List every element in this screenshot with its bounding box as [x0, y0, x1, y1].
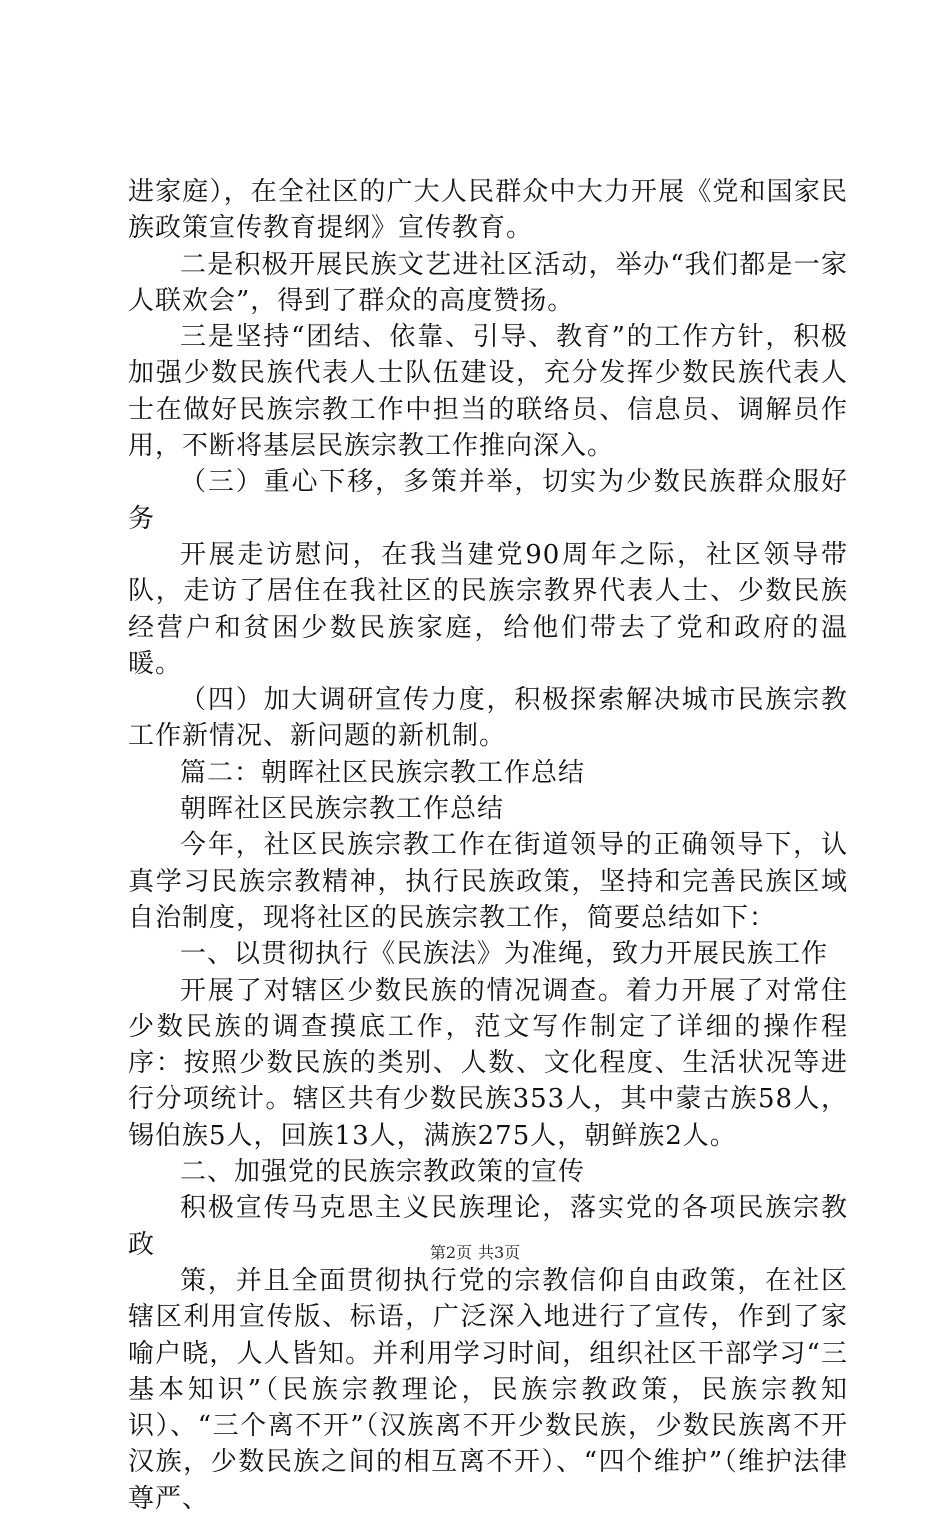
page-total: 共3页 — [478, 1243, 521, 1262]
paragraph: 策，并且全面贯彻执行党的宗教信仰自由政策，在社区辖区利用宣传版、标语，广泛深入地进行了宣传，作到了家喻户晓，人人皆知。并利用学习时间，组织社区干部学习“三基本知识”（民族宗教理论，民族宗教政策，民族宗教知识）、“三个离不开”（汉族离不开少数民族，少数民族离不开汉族，少数民族之间的相互离不开）、“四个维护”（维护法律尊严、 — [128, 1265, 848, 1514]
paragraph: 积极宣传马克思主义民族理论，落实党的各项民族宗教政 — [128, 1193, 848, 1260]
section-heading: 二、加强党的民族宗教政策的宣传 — [180, 1157, 586, 1188]
paragraph: 开展了对辖区少数民族的情况调查。着力开展了对常住少数民族的调查摸底工作，范文写作制定了详细的操作程序：按照少数民族的类别、人数、文化程度、生活状况等进行分项统计。辖区共有少数民族353人，其中蒙古族58人，锡伯族5人，回族13人，满族275人，朝鲜族2人。 — [128, 975, 848, 1151]
section-heading: 一、以贯彻执行《民族法》为准绳，致力开展民族工作 — [180, 939, 829, 970]
article-title: 朝晖社区民族宗教工作总结 — [180, 794, 505, 825]
article-heading: 篇二：朝晖社区民族宗教工作总结 — [180, 757, 586, 788]
page-number: 第2页 — [429, 1243, 472, 1262]
section-heading: （四）加大调研宣传力度，积极探索解决城市民族宗教工作新情况、新问题的新机制。 — [128, 685, 848, 752]
section-heading: （三）重心下移，多策并举，切实为少数民族群众服好务 — [128, 467, 848, 534]
page-footer — [0, 1243, 950, 1263]
paragraph: 二是积极开展民族文艺进社区活动，举办“我们都是一家人联欢会”，得到了群众的高度赞扬。 — [128, 249, 848, 316]
paragraph: 进家庭），在全社区的广大人民群众中大力开展《党和国家民族政策宣传教育提纲》宣传教育。 — [128, 177, 848, 244]
paragraph: 三是坚持“团结、依靠、引导、教育”的工作方针，积极加强少数民族代表人士队伍建设，充分发挥少数民族代表人士在做好民族宗教工作中担当的联络员、信息员、调解员作用，不断将基层民族宗教工作推向深入。 — [128, 322, 848, 462]
paragraph: 今年，社区民族宗教工作在街道领导的正确领导下，认真学习民族宗教精神，执行民族政策，坚持和完善民族区域自治制度，现将社区的民族宗教工作，简要总结如下： — [128, 830, 848, 933]
paragraph: 开展走访慰问，在我当建党90周年之际，社区领导带队，走访了居住在我社区的民族宗教界代表人士、少数民族经营户和贫困少数民族家庭，给他们带去了党和政府的温暖。 — [128, 539, 848, 679]
document-body — [128, 174, 848, 1517]
